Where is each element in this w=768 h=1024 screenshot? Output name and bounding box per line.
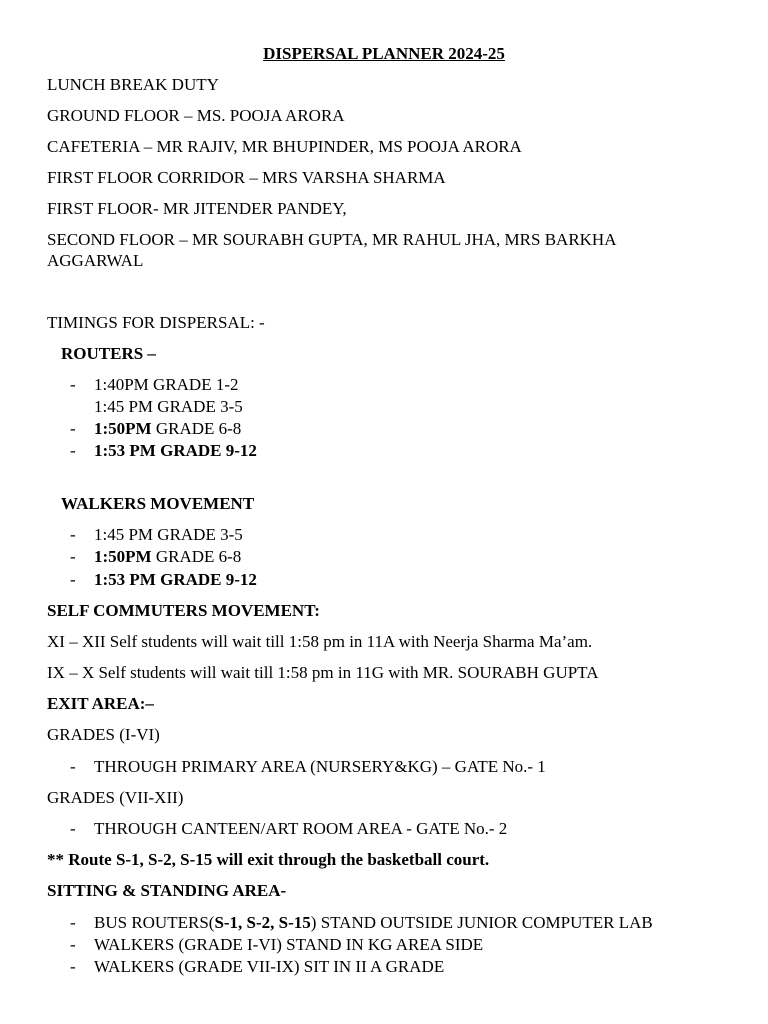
routers-item: 1:53 PM GRADE 9-12 — [94, 441, 257, 460]
walkers-item: 1:53 PM GRADE 9-12 — [94, 570, 257, 589]
lunch-line: GROUND FLOOR – MS. POOJA ARORA — [47, 106, 345, 125]
lunch-heading: LUNCH BREAK DUTY — [47, 75, 219, 94]
route-note: ** Route S-1, S-2, S-15 will exit through the basketball court. — [47, 850, 490, 869]
walkers-item: 1:45 PM GRADE 3-5 — [94, 525, 243, 544]
self-commuters-line: IX – X Self students will wait till 1:58 pm in 11G with MR. SOURABH GUPTA — [47, 663, 599, 682]
routers-item: 1:40PM GRADE 1-2 — [94, 375, 239, 394]
exit-area-heading: EXIT AREA:– — [47, 694, 154, 713]
exit-item: THROUGH CANTEEN/ART ROOM AREA - GATE No.- 2 — [94, 819, 508, 838]
sitting-heading: SITTING & STANDING AREA- — [47, 881, 287, 900]
lunch-line: FIRST FLOOR CORRIDOR – MRS VARSHA SHARMA — [47, 168, 446, 187]
walkers-item: 1:50PM GRADE 6-8 — [94, 547, 242, 566]
routers-item: 1:50PM GRADE 6-8 — [94, 419, 242, 438]
lunch-line: FIRST FLOOR- MR JITENDER PANDEY, — [47, 199, 347, 218]
list-dash: - — [70, 547, 76, 566]
list-dash: - — [70, 419, 76, 438]
lunch-line: AGGARWAL — [47, 251, 144, 270]
routers-item: 1:45 PM GRADE 3-5 — [94, 397, 243, 416]
list-dash: - — [70, 757, 76, 776]
timings-heading: TIMINGS FOR DISPERSAL: - — [47, 313, 265, 332]
list-dash: - — [70, 913, 76, 932]
list-dash: - — [70, 375, 76, 394]
exit-item: THROUGH PRIMARY AREA (NURSERY&KG) – GATE No.- 1 — [94, 757, 546, 776]
list-dash: - — [70, 935, 76, 954]
walkers-heading: WALKERS MOVEMENT — [61, 494, 255, 513]
lunch-line: SECOND FLOOR – MR SOURABH GUPTA, MR RAHUL JHA, MRS BARKHA — [47, 230, 617, 249]
sitting-item: WALKERS (GRADE I-VI) STAND IN KG AREA SIDE — [94, 935, 484, 954]
list-dash: - — [70, 525, 76, 544]
list-dash: - — [70, 957, 76, 976]
grades-label: GRADES (VII-XII) — [47, 788, 184, 807]
lunch-line: CAFETERIA – MR RAJIV, MR BHUPINDER, MS POOJA ARORA — [47, 137, 522, 156]
list-dash: - — [70, 441, 76, 460]
document-title: DISPERSAL PLANNER 2024-25 — [263, 44, 505, 63]
list-dash: - — [70, 819, 76, 838]
routers-heading: ROUTERS – — [61, 344, 156, 363]
grades-label: GRADES (I-VI) — [47, 725, 160, 744]
sitting-item: WALKERS (GRADE VII-IX) SIT IN II A GRADE — [94, 957, 445, 976]
list-dash: - — [70, 570, 76, 589]
sitting-item: BUS ROUTERS(S-1, S-2, S-15) STAND OUTSIDE JUNIOR COMPUTER LAB — [94, 913, 653, 932]
self-commuters-heading: SELF COMMUTERS MOVEMENT: — [47, 601, 320, 620]
self-commuters-line: XI – XII Self students will wait till 1:58 pm in 11A with Neerja Sharma Ma’am. — [47, 632, 593, 651]
